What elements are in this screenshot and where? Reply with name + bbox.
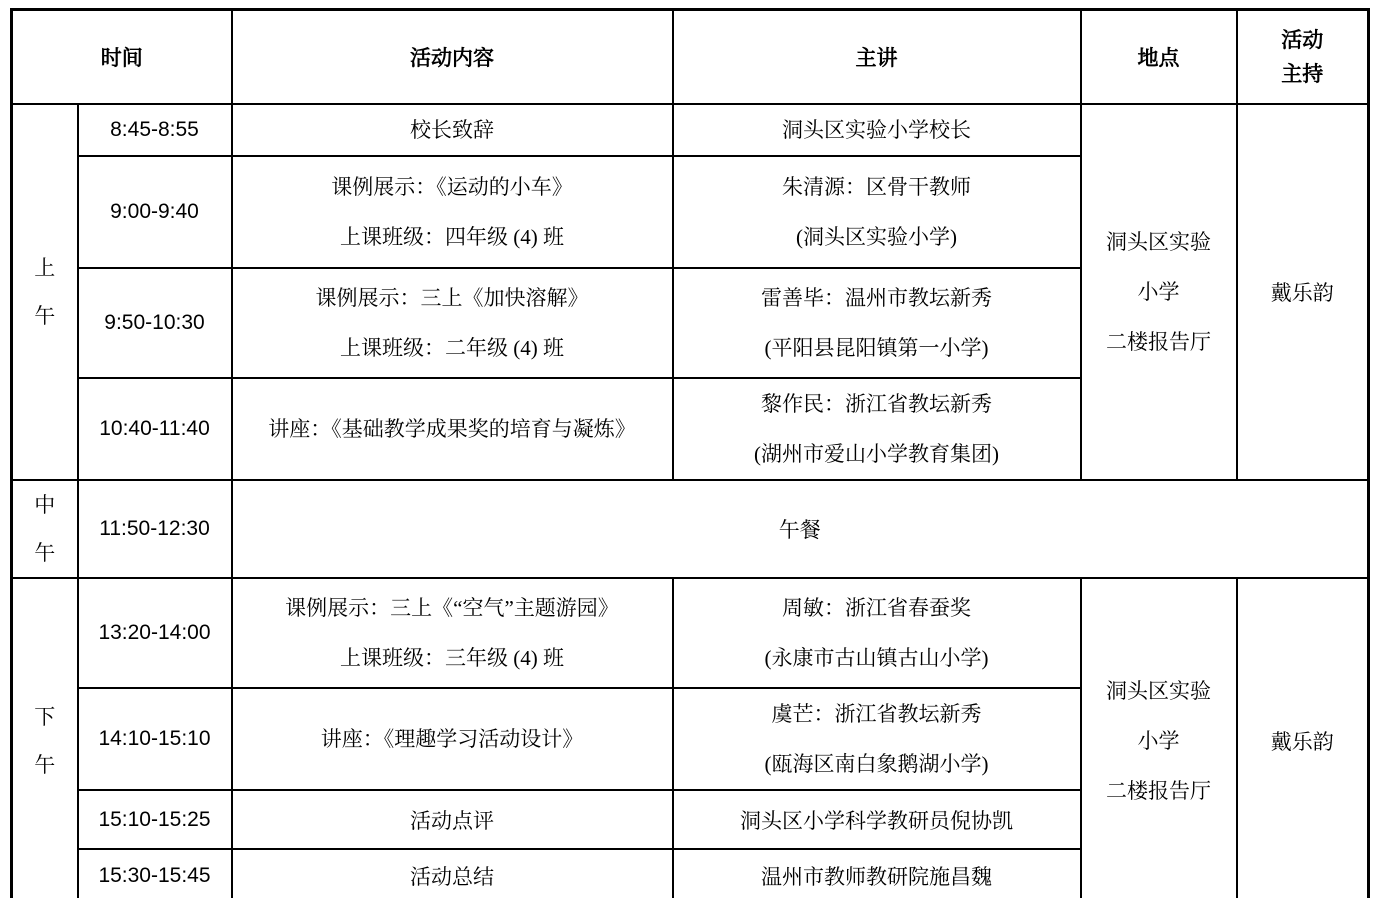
cell-time-afternoon-3 (78, 790, 232, 849)
cell-activity-morning-2 (232, 156, 673, 268)
cell-activity-morning-4 (232, 378, 673, 480)
speaker-afternoon-2-line1: 虞芒：浙江省教坛新秀 (771, 702, 982, 726)
header-cell-location (1081, 10, 1237, 105)
cell-time-afternoon-2 (78, 688, 232, 790)
table-row-noon (12, 480, 1369, 578)
cell-activity-afternoon-4 (232, 849, 673, 898)
cell-activity-morning-1 (232, 104, 673, 156)
speaker-afternoon-3-line1: 洞头区小学科学教研员倪协凯 (740, 808, 1013, 833)
speaker-morning-3-line1: 雷善毕：温州市教坛新秀 (761, 286, 992, 310)
period-noon-label: 中午 (34, 493, 56, 565)
activity-afternoon-1-line2: 上课班级：三年级 (4) 班 (340, 646, 564, 670)
location-afternoon-line2: 小学 (1137, 728, 1180, 753)
activity-afternoon-1-line1: 课例展示：三上《“空气”主题游园》 (285, 596, 619, 620)
header-speaker-label: 主讲 (855, 46, 898, 70)
speaker-afternoon-2-line2: (瓯海区南白象鹅湖小学) (764, 752, 989, 776)
cell-host-afternoon (1237, 578, 1369, 898)
cell-location-afternoon (1081, 578, 1237, 898)
speaker-morning-4-line2: (湖州市爱山小学教育集团) (754, 442, 999, 466)
time-afternoon-4: 15:30-15:45 (98, 864, 211, 888)
cell-period-noon (12, 480, 78, 578)
cell-speaker-afternoon-3 (673, 790, 1081, 849)
activity-morning-2-line1: 课例展示：《运动的小车》 (331, 175, 573, 199)
speaker-morning-3-line2: (平阳县昆阳镇第一小学) (764, 336, 989, 360)
cell-time-morning-3 (78, 268, 232, 378)
cell-activity-noon (232, 480, 1369, 578)
cell-time-afternoon-4 (78, 849, 232, 898)
speaker-morning-2-line2: (洞头区实验小学) (796, 225, 957, 249)
cell-activity-afternoon-3 (232, 790, 673, 849)
cell-host-morning (1237, 104, 1369, 480)
activity-morning-2-line2: 上课班级：四年级 (4) 班 (340, 225, 564, 249)
location-morning-line2: 小学 (1137, 280, 1180, 304)
activity-morning-4-line1: 讲座：《基础教学成果奖的培育与凝炼》 (268, 417, 636, 441)
header-time-label: 时间 (100, 46, 143, 70)
header-cell-time (12, 10, 232, 105)
activity-morning-3-line1: 课例展示：三上《加快溶解》 (315, 286, 589, 310)
header-cell-speaker (673, 10, 1081, 105)
activity-morning-3-line2: 上课班级：二年级 (4) 班 (340, 336, 564, 360)
host-afternoon-label: 戴乐韵 (1270, 729, 1334, 754)
cell-speaker-morning-4 (673, 378, 1081, 480)
speaker-morning-4-line1: 黎作民：浙江省教坛新秀 (761, 392, 992, 416)
header-cell-host (1237, 10, 1369, 105)
time-afternoon-1: 13:20-14:00 (98, 621, 211, 644)
table-row-morning-1 (12, 104, 1369, 156)
location-afternoon-line3: 二楼报告厅 (1106, 778, 1211, 803)
header-location-label: 地点 (1137, 46, 1180, 70)
cell-speaker-morning-2 (673, 156, 1081, 268)
cell-activity-afternoon-1 (232, 578, 673, 688)
speaker-afternoon-1-line2: (永康市古山镇古山小学) (764, 646, 989, 670)
time-morning-4: 10:40-11:40 (99, 417, 210, 440)
time-morning-1: 8:45-8:55 (110, 118, 199, 141)
header-cell-activity (232, 10, 673, 105)
location-afternoon-line1: 洞头区实验 (1106, 678, 1211, 703)
schedule-table (10, 8, 1370, 898)
speaker-afternoon-1-line1: 周敏：浙江省春蚕奖 (782, 596, 971, 620)
period-morning-label: 上午 (34, 256, 56, 328)
cell-speaker-afternoon-2 (673, 688, 1081, 790)
speaker-morning-2-line1: 朱清源：区骨干教师 (782, 175, 971, 199)
table-row-afternoon-1 (12, 578, 1369, 688)
period-afternoon-label: 下午 (34, 704, 56, 777)
cell-time-noon (78, 480, 232, 578)
header-host-label-line1: 活动 (1281, 28, 1324, 52)
cell-period-afternoon (12, 578, 78, 898)
cell-speaker-morning-3 (673, 268, 1081, 378)
location-morning-line3: 二楼报告厅 (1106, 330, 1211, 354)
activity-afternoon-4-line1: 活动总结 (410, 865, 494, 890)
location-morning-line1: 洞头区实验 (1106, 230, 1211, 254)
activity-afternoon-2-line1: 讲座：《理趣学习活动设计》 (320, 727, 584, 751)
speaker-morning-1-line1: 洞头区实验小学校长 (782, 118, 971, 142)
time-noon: 11:50-12:30 (99, 517, 210, 540)
activity-morning-1-line1: 校长致辞 (410, 118, 494, 142)
time-morning-3: 9:50-10:30 (104, 311, 205, 334)
cell-speaker-afternoon-1 (673, 578, 1081, 688)
activity-noon-label: 午餐 (778, 518, 821, 542)
cell-activity-afternoon-2 (232, 688, 673, 790)
cell-time-morning-1 (78, 104, 232, 156)
time-afternoon-3: 15:10-15:25 (98, 807, 211, 831)
cell-location-morning (1081, 104, 1237, 480)
cell-period-morning (12, 104, 78, 480)
time-afternoon-2: 14:10-15:10 (98, 727, 211, 750)
time-morning-2: 9:00-9:40 (110, 200, 199, 223)
cell-speaker-morning-1 (673, 104, 1081, 156)
activity-afternoon-3-line1: 活动点评 (410, 808, 494, 833)
cell-activity-morning-3 (232, 268, 673, 378)
host-morning-label: 戴乐韵 (1270, 281, 1334, 305)
cell-time-morning-4 (78, 378, 232, 480)
speaker-afternoon-4-line1: 温州市教师教研院施昌魏 (761, 865, 992, 890)
header-activity-label: 活动内容 (410, 46, 494, 70)
header-host-label-line2: 主持 (1281, 62, 1324, 86)
cell-time-afternoon-1 (78, 578, 232, 688)
cell-speaker-afternoon-4 (673, 849, 1081, 898)
header-row (12, 10, 1369, 105)
cell-time-morning-2 (78, 156, 232, 268)
